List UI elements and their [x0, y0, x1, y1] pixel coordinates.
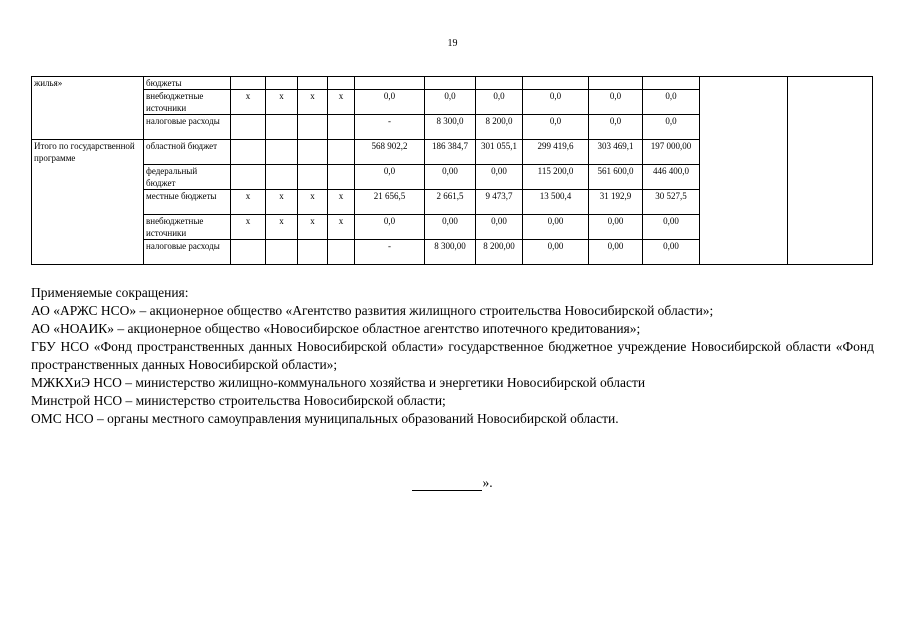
table-cell	[328, 140, 355, 165]
table-cell: 0,00	[589, 215, 643, 240]
abbreviations-heading: Применяемые сокращения:	[31, 285, 189, 300]
table-cell	[298, 165, 328, 190]
table-cell	[266, 140, 298, 165]
table-cell: 2 661,5	[425, 190, 476, 215]
table-cell	[266, 165, 298, 190]
table-cell: x	[298, 90, 328, 115]
row-label: Итого по государственной программе	[32, 140, 144, 265]
source-cell: внебюджетные источники	[144, 215, 231, 240]
table-cell	[355, 77, 425, 90]
table-cell: 31 192,9	[589, 190, 643, 215]
abbreviation-item: ОМС НСО – органы местного самоуправления муниципальных образований Новосибирской области.	[31, 411, 619, 426]
table-cell: x	[328, 190, 355, 215]
row-label: жилья»	[32, 77, 144, 140]
table-cell: 115 200,0	[523, 165, 589, 190]
abbreviation-item: МЖКХиЭ НСО – министерство жилищно-коммунального хозяйства и энергетики Новосибирской области	[31, 375, 646, 390]
table-cell: 186 384,7	[425, 140, 476, 165]
source-cell: областной бюджет	[144, 140, 231, 165]
table-cell	[643, 77, 700, 90]
table-cell	[298, 240, 328, 265]
budget-table	[31, 76, 873, 265]
table-cell: 0,00	[425, 215, 476, 240]
table-cell: 21 656,5	[355, 190, 425, 215]
table-cell	[266, 240, 298, 265]
table-cell	[425, 77, 476, 90]
table-cell: x	[266, 90, 298, 115]
table-cell: 446 400,0	[643, 165, 700, 190]
table-cell: 0,00	[425, 165, 476, 190]
source-cell: налоговые расходы	[144, 240, 231, 265]
abbreviations-section	[31, 284, 874, 428]
table-cell: 0,0	[589, 90, 643, 115]
table-cell: x	[231, 90, 266, 115]
table-cell: 0,00	[643, 240, 700, 265]
table-cell: 0,0	[355, 215, 425, 240]
table-cell: 9 473,7	[476, 190, 523, 215]
table-cell: 301 055,1	[476, 140, 523, 165]
table-cell: 0,00	[476, 215, 523, 240]
blank-line	[412, 477, 482, 491]
source-cell: бюджеты	[144, 77, 231, 90]
table-cell: 0,00	[589, 240, 643, 265]
table-cell	[266, 115, 298, 140]
table-cell	[476, 77, 523, 90]
abbreviation-item: АО «АРЖС НСО» – акционерное общество «Агентство развития жилищного строительства Новосибирской области»;	[31, 303, 714, 318]
end-quote: ».	[482, 475, 493, 490]
table-cell	[266, 77, 298, 90]
table-cell: 0,0	[589, 115, 643, 140]
table-cell: 0,0	[355, 165, 425, 190]
table-cell: x	[328, 215, 355, 240]
table-cell: 13 500,4	[523, 190, 589, 215]
table-cell: 0,0	[523, 90, 589, 115]
table-cell: 0,00	[643, 215, 700, 240]
table-cell	[231, 140, 266, 165]
table-cell: x	[298, 190, 328, 215]
table-cell: x	[266, 190, 298, 215]
table-cell: x	[298, 215, 328, 240]
table-row	[32, 77, 873, 90]
abbreviation-item: АО «НОАИК» – акционерное общество «Новосибирское областное агентство ипотечного кредитования»;	[31, 321, 641, 336]
table-cell: 568 902,2	[355, 140, 425, 165]
table-cell: -	[355, 240, 425, 265]
empty-cell	[700, 77, 788, 265]
table-cell	[589, 77, 643, 90]
table-cell: 561 600,0	[589, 165, 643, 190]
source-cell: федеральный бюджет	[144, 165, 231, 190]
table-cell: 0,0	[425, 90, 476, 115]
table-cell: 0,0	[523, 115, 589, 140]
table-cell: 8 300,00	[425, 240, 476, 265]
table-cell: x	[231, 215, 266, 240]
table-cell: -	[355, 115, 425, 140]
table-cell: 8 300,0	[425, 115, 476, 140]
abbreviation-item: ГБУ НСО «Фонд пространственных данных Новосибирской области» государственное бюджетное учреждение Новосибирской области «Фонд пространственных данных Новосибирской области»;	[31, 339, 874, 372]
source-cell: налоговые расходы	[144, 115, 231, 140]
empty-cell	[788, 77, 873, 265]
table-cell	[231, 165, 266, 190]
table-cell: 8 200,0	[476, 115, 523, 140]
source-cell: внебюджетные источники	[144, 90, 231, 115]
table-cell: 0,00	[476, 165, 523, 190]
source-cell: местные бюджеты	[144, 190, 231, 215]
table-cell: 0,0	[643, 90, 700, 115]
table-cell	[328, 165, 355, 190]
end-mark	[0, 475, 905, 491]
table-cell: 0,00	[523, 240, 589, 265]
table-cell	[328, 240, 355, 265]
table-cell: x	[266, 215, 298, 240]
table-cell: 197 000,00	[643, 140, 700, 165]
table-cell	[298, 115, 328, 140]
table-cell: x	[231, 190, 266, 215]
table-cell	[231, 240, 266, 265]
table-cell: 299 419,6	[523, 140, 589, 165]
table-cell: 0,0	[476, 90, 523, 115]
table-cell: 0,0	[355, 90, 425, 115]
table-cell: 8 200,00	[476, 240, 523, 265]
table-cell	[328, 77, 355, 90]
table-cell	[328, 115, 355, 140]
table-cell	[298, 140, 328, 165]
table-cell: 30 527,5	[643, 190, 700, 215]
page-number: 19	[447, 38, 458, 49]
table-cell: 0,0	[643, 115, 700, 140]
table-cell: x	[328, 90, 355, 115]
table-cell: 303 469,1	[589, 140, 643, 165]
table-cell: 0,00	[523, 215, 589, 240]
table-cell	[231, 115, 266, 140]
abbreviation-item: Минстрой НСО – министерство строительства Новосибирской области;	[31, 393, 446, 408]
table-cell	[298, 77, 328, 90]
table-cell	[523, 77, 589, 90]
table-cell	[231, 77, 266, 90]
